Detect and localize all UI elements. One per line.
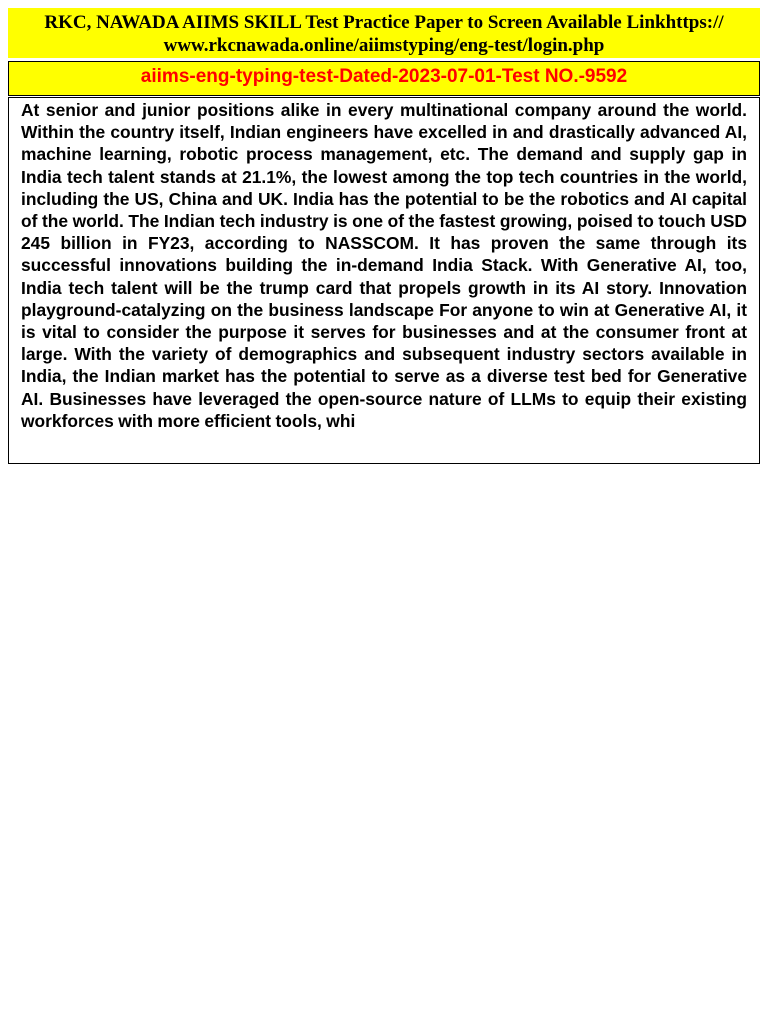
test-title: aiims-eng-typing-test-Dated-2023-07-01-Test NO.-9592 bbox=[8, 61, 760, 96]
header-banner: RKC, NAWADA AIIMS SKILL Test Practice Paper to Screen Available Linkhttps:// www.rkcnawada.online/aiimstyping/eng-test/login.php bbox=[8, 8, 760, 58]
passage-box bbox=[8, 97, 760, 464]
passage-text: At senior and junior positions alike in every multinational company around the world. Within the country itself, Indian engineers have excelled in and drastically advanced AI, machine learning, robotic process management, etc. The demand and supply gap in India tech talent stands at 21.1%, the lowest among the top tech countries in the world, including the US, China and UK. India has the potential to be the robotics and AI capital of the world. The Indian tech industry is one of the fastest growing, poised to touch USD 245 billion in FY23, according to NASSCOM. It has proven the same through its successful innovations building the in-demand India Stack. With Generative AI, too, India tech talent will be the trump card that propels growth in its AI story. Innovation playground-catalyzing on the business landscape For anyone to win at Generative AI, it is vital to consider the purpose it serves for businesses and at the consumer front at large. With the variety of demographics and subsequent industry sectors available in India, the Indian market has the potential to serve as a diverse test bed for Generative AI. Businesses have leveraged the open-source nature of LLMs to equip their existing workforces with more efficient tools, whi bbox=[21, 100, 747, 431]
